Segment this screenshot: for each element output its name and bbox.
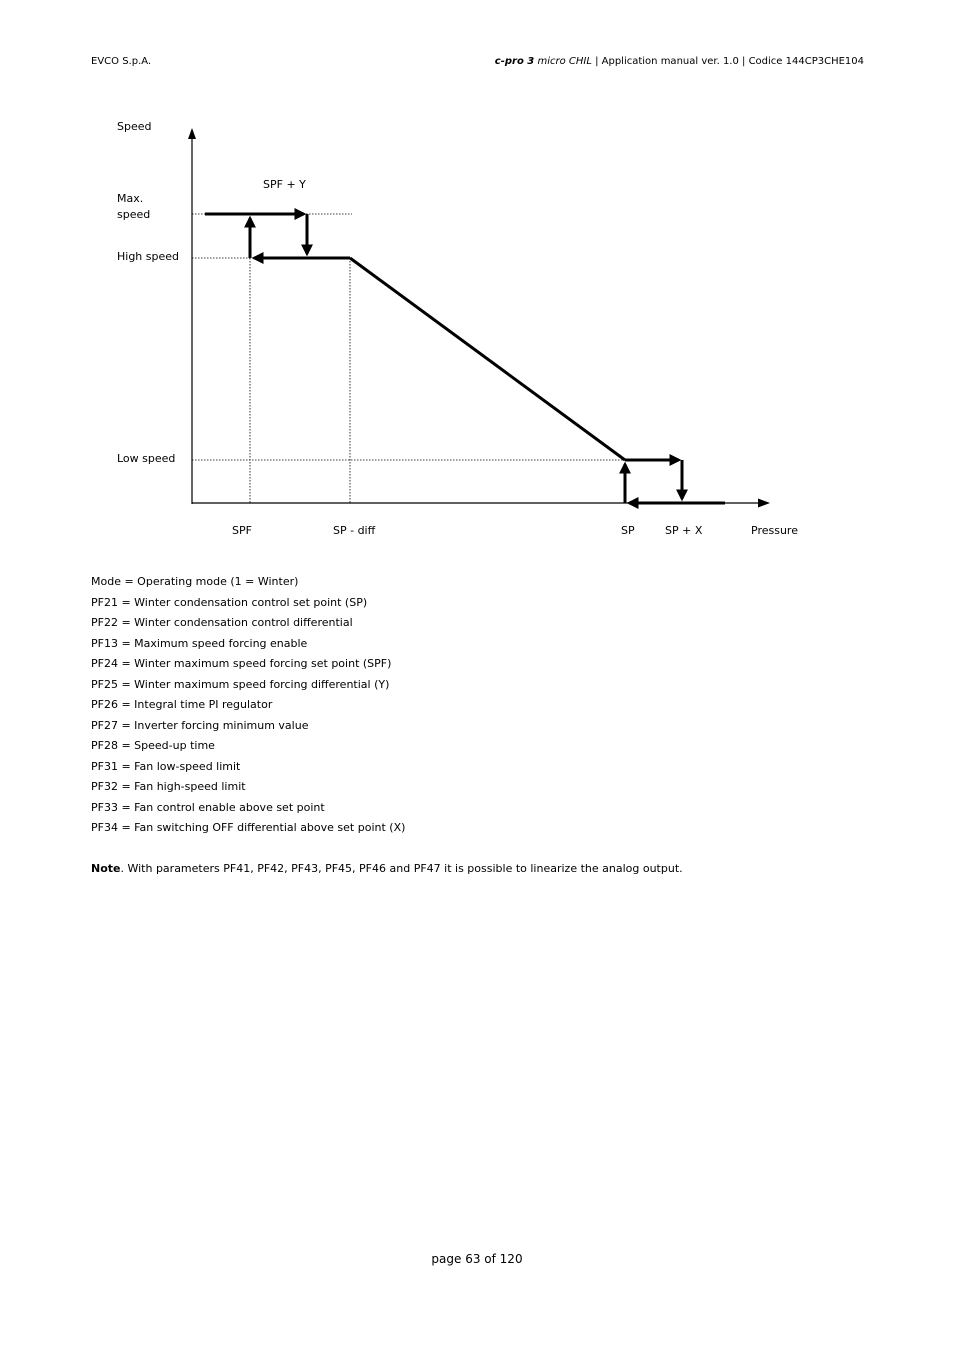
list-item: PF33 = Fan control enable above set point [91,800,325,814]
header-product-bold: c-pro 3 [494,56,535,67]
list-item: PF31 = Fan low-speed limit [91,759,241,773]
x-axis-arrow-icon [758,499,770,508]
y-axis-arrow-icon [188,128,196,139]
fan-speed-diagram [0,0,954,560]
max-speed-label-2: speed [117,208,151,221]
high-speed-label: High speed [117,250,180,263]
list-item: PF34 = Fan switching OFF differential above set point (X) [91,821,406,834]
low-speed-label: Low speed [117,452,176,465]
list-item: PF21 = Winter condensation control set point (SP) [91,595,368,609]
x-axis-label: Pressure [751,524,798,537]
x-tick-spf: SPF [232,524,252,537]
header-company: EVCO S.p.A. [91,56,152,67]
note-label: Note [91,862,121,875]
page-number: page 63 of 120 [431,1252,523,1266]
list-item: PF27 = Inverter forcing minimum value [91,718,309,732]
y-axis-label: Speed [117,120,152,133]
list-item: PF32 = Fan high-speed limit [91,780,246,793]
list-item: PF25 = Winter maximum speed forcing differential (Y) [91,677,390,691]
list-item: Mode = Operating mode (1 = Winter) [91,575,299,588]
max-speed-label-1: Max. [117,192,144,205]
list-item: PF13 = Maximum speed forcing enable [91,636,308,650]
list-item: PF28 = Speed-up time [91,739,215,752]
note-text: . With parameters PF41, PF42, PF43, PF45, PF46 and PF47 it is possible to linearize the analog output. [120,862,683,875]
note-paragraph [91,862,683,875]
list-item: PF22 = Winter condensation control differential [91,616,353,629]
x-tick-sp-x: SP + X [665,524,703,537]
header-product-italic: micro CHIL [537,56,592,67]
list-item: PF26 = Integral time PI regulator [91,698,273,711]
x-tick-sp-diff: SP - diff [333,524,376,537]
list-item: PF24 = Winter maximum speed forcing set point (SPF) [91,657,392,670]
x-tick-sp: SP [621,524,635,537]
header-manual-text: | Application manual ver. 1.0 | Codice 144CP3CHE104 [595,56,864,67]
parameter-list [91,575,405,842]
spf-y-label: SPF + Y [263,178,306,191]
regulation-slope [350,258,625,460]
